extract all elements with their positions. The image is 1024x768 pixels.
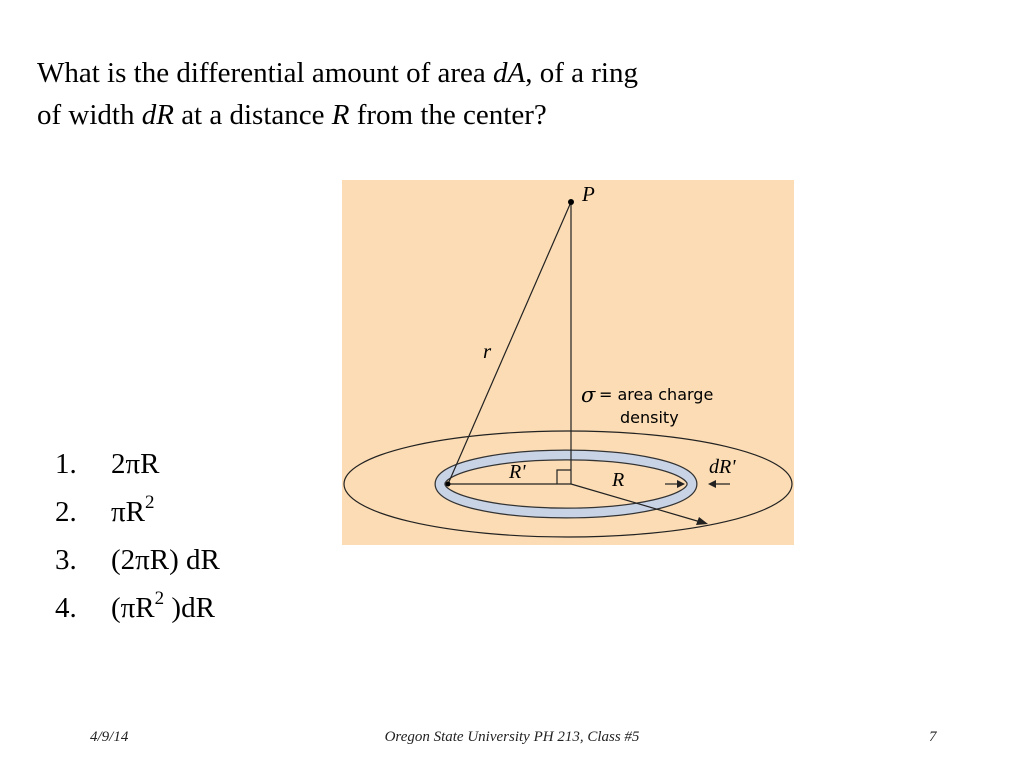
label-sigma: σ (581, 383, 596, 407)
answer-superscript: 2 (144, 492, 155, 514)
question-var-R: R (331, 99, 350, 131)
r-arrow-head (696, 517, 708, 525)
question-var-dR: dR (141, 99, 174, 131)
answer-number: 4. (55, 592, 77, 624)
footer-page-number: 7 (929, 729, 937, 745)
dr-arrow-left-head (677, 480, 685, 488)
footer-date: 4/9/14 (90, 729, 129, 745)
label-sigma-text: = area charge (599, 385, 714, 404)
answer-number: 1. (55, 448, 77, 480)
ring-diagram (342, 180, 794, 545)
dr-arrow-right-head (708, 480, 716, 488)
question-text (37, 52, 797, 136)
answer-option-1[interactable] (55, 440, 220, 488)
label-sigma-text2: density (620, 408, 679, 427)
label-p: P (582, 182, 595, 206)
label-r: r (483, 339, 492, 363)
answer-text: ($\pi R^2$ )dR (111, 588, 215, 624)
point-p-dot (568, 199, 574, 205)
answer-option-2[interactable] (55, 488, 220, 536)
answer-text: (2πR) dR (111, 544, 220, 576)
answer-option-4[interactable] (55, 584, 220, 632)
ring-point-dot (446, 482, 451, 487)
label-big-r: R (612, 469, 625, 491)
question-part: from the center? (349, 99, 547, 131)
answer-number: 2. (55, 496, 77, 528)
footer-course: Oregon State University PH 213, Class #5 (384, 729, 640, 745)
ring-diagram-svg (342, 180, 794, 545)
r-line (448, 202, 571, 484)
label-r-prime: R' (509, 461, 526, 483)
answer-list (55, 440, 220, 632)
answer-superscript: 2 (154, 588, 165, 610)
question-var-dA: dA (493, 57, 526, 89)
question-part: at a distance (173, 99, 332, 131)
label-dr-prime: dR' (709, 456, 736, 478)
question-part: of width (37, 99, 142, 131)
answer-text: 2πR (111, 448, 160, 480)
question-part: What is the differential amount of area (37, 57, 494, 89)
answer-number: 3. (55, 544, 77, 576)
answer-text: $\pi R^2$ (111, 492, 155, 528)
answer-option-3[interactable] (55, 536, 220, 584)
right-angle-marker (557, 470, 571, 484)
question-part: , of a ring (525, 57, 638, 89)
